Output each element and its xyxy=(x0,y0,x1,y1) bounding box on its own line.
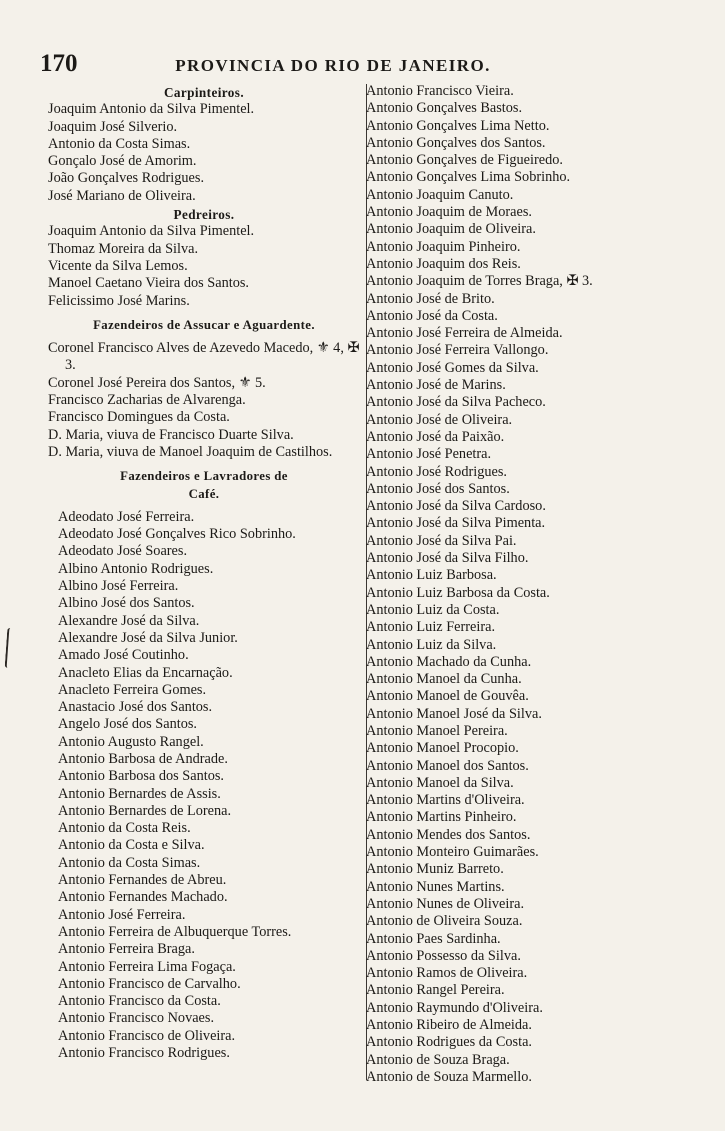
page-header xyxy=(40,50,560,80)
list-item: Antonio Ferreira Lima Fogaça. xyxy=(58,958,236,975)
list-item: Francisco Domingues da Costa. xyxy=(48,409,230,426)
list-item: Antonio José Ferreira. xyxy=(58,906,186,923)
list-item: Thomaz Moreira da Silva. xyxy=(48,240,199,257)
entry-list xyxy=(48,509,360,1063)
list-item: Antonio Francisco Novaes. xyxy=(58,1010,215,1027)
list-item: D. Maria, viuva de Manoel Joaquim de Castilhos. xyxy=(48,443,333,460)
list-item: José Mariano de Oliveira. xyxy=(48,187,196,204)
ink-smudge-mark xyxy=(5,628,16,668)
list-item: Antonio Raymundo d'Oliveira. xyxy=(366,999,543,1016)
list-item: Antonio Nunes de Oliveira. xyxy=(366,895,525,912)
list-item: Antonio de Souza Braga. xyxy=(366,1051,510,1068)
list-item: Antonio Nunes Martins. xyxy=(366,878,505,895)
section-fazendeiros-assucar xyxy=(48,310,360,461)
list-item: Antonio José Gomes da Silva. xyxy=(366,359,539,376)
list-item: Albino Antonio Rodrigues. xyxy=(58,560,214,577)
list-item: Antonio José de Oliveira. xyxy=(366,411,513,428)
list-item: Antonio Manoel Pereira. xyxy=(366,722,508,739)
list-item: Coronel José Pereira dos Santos, ⚜ 5. xyxy=(48,374,266,391)
list-item: Antonio José dos Santos. xyxy=(366,480,510,497)
list-item: Joaquim Antonio da Silva Pimentel. xyxy=(48,101,255,118)
section-fazendeiros-cafe xyxy=(48,461,360,1062)
list-item: Antonio Augusto Rangel. xyxy=(58,733,204,750)
list-item: Antonio José da Silva Pai. xyxy=(366,532,517,549)
list-item: Joaquim José Silverio. xyxy=(48,118,178,135)
list-item: Antonio José da Costa. xyxy=(366,307,498,324)
list-item: Antonio Ribeiro de Almeida. xyxy=(366,1017,532,1034)
section-title: Fazendeiros e Lavradores de Café. xyxy=(120,469,288,501)
list-item: Antonio Manoel de Gouvêa. xyxy=(366,688,529,705)
list-item: Antonio Martins Pinheiro. xyxy=(366,809,517,826)
list-item: Antonio Luiz da Silva. xyxy=(366,636,497,653)
list-item: Antonio Monteiro Guimarães. xyxy=(366,844,539,861)
list-item: Antonio Paes Sardinha. xyxy=(366,930,501,947)
list-item: Antonio Gonçalves Lima Sobrinho. xyxy=(366,169,571,186)
list-item: Antonio José da Silva Cardoso. xyxy=(366,498,546,515)
list-item: Antonio Manoel da Cunha. xyxy=(366,671,522,688)
list-item: Antonio Manoel José da Silva. xyxy=(366,705,542,722)
list-item: Coronel Francisco Alves de Azevedo Macedo, ⚜ 4, ✠ 3. xyxy=(48,340,360,374)
section-pedreiros xyxy=(48,206,360,310)
list-item: Antonio de Oliveira Souza. xyxy=(366,913,523,930)
list-item: Antonio Martins d'Oliveira. xyxy=(366,792,525,809)
list-item: Antonio Gonçalves dos Santos. xyxy=(366,134,546,151)
list-item: Albino José Ferreira. xyxy=(58,578,179,595)
list-item: Antonio Joaquim dos Reis. xyxy=(366,255,521,272)
list-item: Antonio Francisco Vieira. xyxy=(366,83,514,99)
list-item: Antonio Francisco da Costa. xyxy=(58,993,221,1010)
list-item: Gonçalo José de Amorim. xyxy=(48,153,197,170)
entry-list xyxy=(48,223,360,309)
list-item: Antonio Joaquim Canuto. xyxy=(366,186,514,203)
list-item: Antonio Joaquim Pinheiro. xyxy=(366,238,521,255)
list-item: Antonio Francisco Rodrigues. xyxy=(58,1045,230,1062)
list-item: Antonio Manoel da Silva. xyxy=(366,774,514,791)
list-item: Antonio Francisco de Oliveira. xyxy=(58,1027,236,1044)
list-item: Anastacio José dos Santos. xyxy=(58,699,213,716)
list-item: Antonio Muniz Barreto. xyxy=(366,861,504,878)
list-item: Antonio José Rodrigues. xyxy=(366,463,507,480)
list-item: Albino José dos Santos. xyxy=(58,595,195,612)
list-item: Antonio Manoel Procopio. xyxy=(366,740,519,757)
list-item: Antonio Fernandes de Abreu. xyxy=(58,872,227,889)
list-item: João Gonçalves Rodrigues. xyxy=(48,170,205,187)
list-item: Antonio Luiz Ferreira. xyxy=(366,619,496,636)
list-item: Antonio José da Silva Pimenta. xyxy=(366,515,546,532)
list-item: Antonio Mendes dos Santos. xyxy=(366,826,531,843)
list-item: Antonio da Costa Reis. xyxy=(58,820,191,837)
list-item: Antonio José Penetra. xyxy=(366,446,492,463)
list-item: Adeodato José Gonçalves Rico Sobrinho. xyxy=(58,526,296,543)
list-item: Antonio Joaquim de Torres Braga, ✠ 3. xyxy=(366,273,593,290)
list-item: Adeodato José Ferreira. xyxy=(58,508,195,525)
list-item: Antonio Bernardes de Assis. xyxy=(58,785,221,802)
list-item: Alexandre José da Silva. xyxy=(58,612,200,629)
list-item: Antonio de Souza Marmello. xyxy=(366,1068,532,1085)
list-item: Antonio Gonçalves Lima Netto. xyxy=(366,117,550,134)
list-item: Antonio Francisco de Carvalho. xyxy=(58,975,241,992)
entry-list xyxy=(48,101,360,205)
left-column xyxy=(48,83,360,1062)
section-title: Fazendeiros de Assucar e Aguardente. xyxy=(93,317,315,332)
list-item: Amado José Coutinho. xyxy=(58,647,189,664)
list-item: D. Maria, viuva de Francisco Duarte Silva. xyxy=(48,426,294,443)
list-item: Antonio Gonçalves Bastos. xyxy=(366,100,523,117)
list-item: Antonio José da Silva Pacheco. xyxy=(366,394,546,411)
list-item: Antonio José da Silva Filho. xyxy=(366,550,529,567)
list-item: Antonio Machado da Cunha. xyxy=(366,653,532,670)
list-item: Antonio José Ferreira de Almeida. xyxy=(366,325,563,342)
spacer xyxy=(48,310,360,316)
list-item: Antonio Ferreira de Albuquerque Torres. xyxy=(58,923,292,940)
list-item: Felicissimo José Marins. xyxy=(48,292,190,309)
list-item: Antonio Ramos de Oliveira. xyxy=(366,965,528,982)
list-item: Adeodato José Soares. xyxy=(58,543,188,560)
list-item: Antonio Bernardes de Lorena. xyxy=(58,802,232,819)
list-item: Antonio Ferreira Braga. xyxy=(58,941,195,958)
list-item: Antonio Possesso da Silva. xyxy=(366,947,521,964)
running-head: PROVINCIA DO RIO DE JANEIRO. xyxy=(175,56,491,75)
list-item: Antonio Luiz Barbosa da Costa. xyxy=(366,584,550,601)
list-item: Antonio Fernandes Machado. xyxy=(58,889,228,906)
list-item: Antonio Joaquim de Moraes. xyxy=(366,204,532,221)
entry-list xyxy=(362,83,662,1086)
list-item: Manoel Caetano Vieira dos Santos. xyxy=(48,275,249,292)
list-item: Antonio José de Marins. xyxy=(366,377,506,394)
list-item: Antonio José da Paixão. xyxy=(366,428,505,445)
list-item: Antonio da Costa Simas. xyxy=(48,135,191,152)
list-item: Antonio Barbosa de Andrade. xyxy=(58,750,228,767)
list-item: Antonio Joaquim de Oliveira. xyxy=(366,221,536,238)
list-item: Francisco Zacharias de Alvarenga. xyxy=(48,392,246,409)
section-carpinteiros xyxy=(48,84,360,205)
list-item: Anacleto Elias da Encarnação. xyxy=(58,664,233,681)
list-item: Antonio Barbosa dos Santos. xyxy=(58,768,224,785)
list-item: Anacleto Ferreira Gomes. xyxy=(58,681,207,698)
list-item: Antonio Rangel Pereira. xyxy=(366,982,505,999)
list-item: Antonio da Costa e Silva. xyxy=(58,837,205,854)
list-item: Joaquim Antonio da Silva Pimentel. xyxy=(48,223,255,240)
list-item: Vicente da Silva Lemos. xyxy=(48,257,188,274)
list-item: Antonio Rodrigues da Costa. xyxy=(366,1034,532,1051)
list-item: Alexandre José da Silva Junior. xyxy=(58,629,238,646)
list-item: Antonio Gonçalves de Figueiredo. xyxy=(366,152,563,169)
list-item: Antonio Manoel dos Santos. xyxy=(366,757,529,774)
list-item: Antonio José de Brito. xyxy=(366,290,495,307)
list-item: Antonio Luiz da Costa. xyxy=(366,601,500,618)
list-item: Antonio Luiz Barbosa. xyxy=(366,567,497,584)
spacer xyxy=(48,461,360,467)
section-title: Pedreiros. xyxy=(173,207,235,223)
list-item: Angelo José dos Santos. xyxy=(58,716,197,733)
right-column xyxy=(362,83,662,1086)
page-number: 170 xyxy=(40,50,78,77)
list-item: Antonio José Ferreira Vallongo. xyxy=(366,342,549,359)
entry-list xyxy=(48,340,360,461)
section-title: Carpinteiros. xyxy=(163,85,245,100)
list-item: Antonio da Costa Simas. xyxy=(58,854,201,871)
